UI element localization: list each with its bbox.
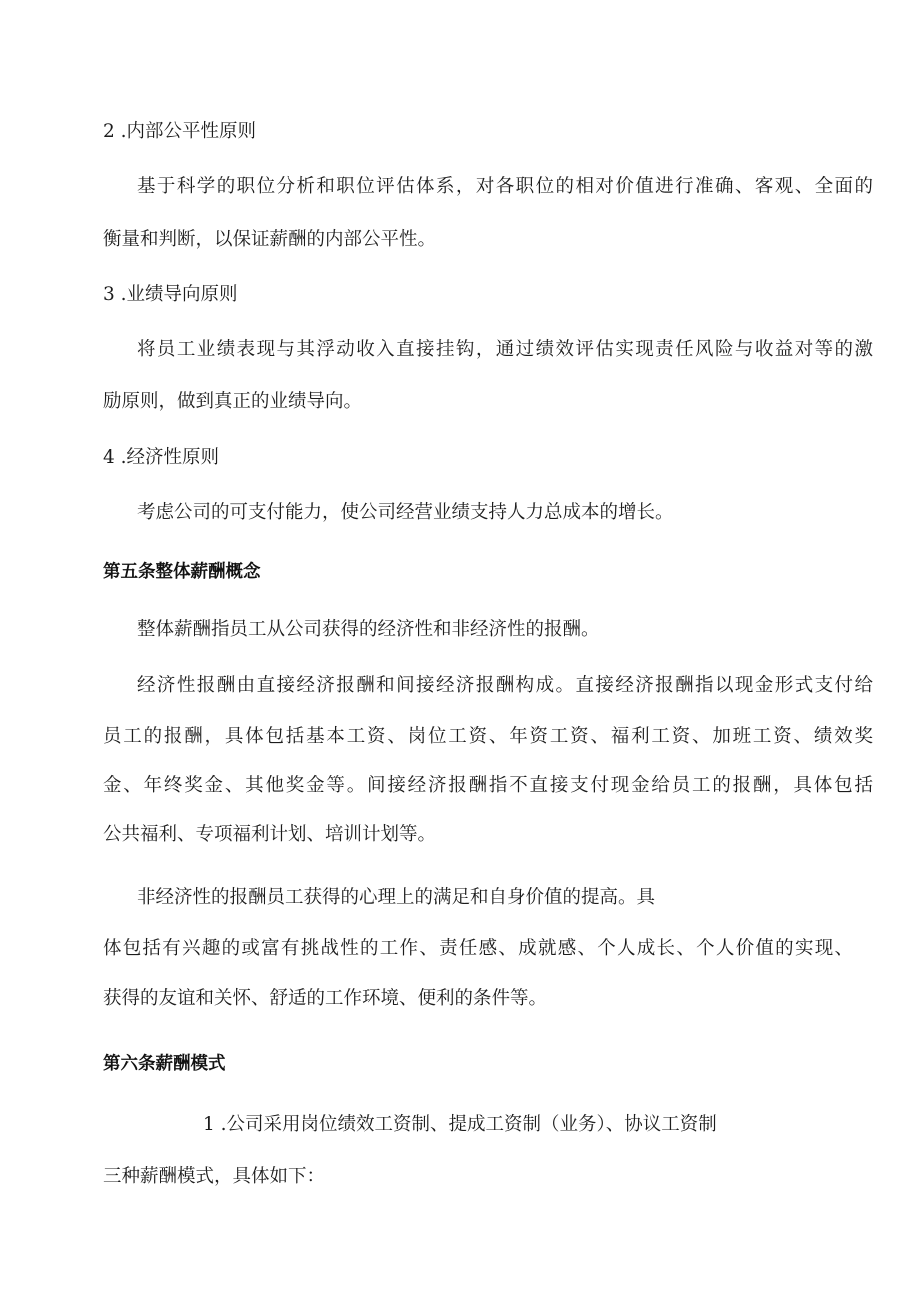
article-5-para-2-line-3: 金、年终奖金、其他奖金等。间接经济报酬指不直接支付现金给员工的报酬，具体包括	[103, 775, 873, 796]
article-6-heading: 第六条薪酬模式	[103, 1054, 226, 1074]
principle-4-body-line-1: 考虑公司的可支付能力，使公司经营业绩支持人力总成本的增长。	[137, 502, 674, 523]
principle-2-title: 2 .内部公平性原则	[103, 121, 257, 142]
article-5-para-2-line-1: 经济性报酬由直接经济报酬和间接经济报酬构成。直接经济报酬指以现金形式支付给	[137, 675, 873, 696]
article-5-para-1: 整体薪酬指员工从公司获得的经济性和非经济性的报酬。	[137, 619, 600, 640]
article-5-heading: 第五条整体薪酬概念	[103, 562, 261, 582]
principle-3-body-line-2: 励原则，做到真正的业绩导向。	[103, 391, 363, 412]
article-5-para-3-line-3: 获得的友谊和关怀、舒适的工作环境、便利的条件等。	[103, 988, 548, 1009]
article-5-para-3-line-2: 体包括有兴趣的或富有挑战性的工作、责任感、成就感、个人成长、个人价值的实现、	[103, 938, 853, 959]
article-6-item-1-line-1: 1 .公司采用岗位绩效工资制、提成工资制（业务）、协议工资制	[203, 1114, 717, 1135]
principle-2-body-line-2: 衡量和判断，以保证薪酬的内部公平性。	[103, 229, 437, 250]
article-5-para-2-line-4: 公共福利、专项福利计划、培训计划等。	[103, 824, 437, 845]
principle-2-body-line-1: 基于科学的职位分析和职位评估体系，对各职位的相对价值进行准确、客观、全面的	[137, 176, 873, 197]
article-6-item-1-line-2: 三种薪酬模式，具体如下：	[103, 1166, 326, 1187]
principle-3-body-line-1: 将员工业绩表现与其浮动收入直接挂钩，通过绩效评估实现责任风险与收益对等的激	[137, 339, 873, 360]
article-5-para-2-line-2: 员工的报酬，具体包括基本工资、岗位工资、年资工资、福利工资、加班工资、绩效奖	[103, 726, 873, 747]
principle-3-title: 3 .业绩导向原则	[103, 284, 238, 305]
principle-4-title: 4 .经济性原则	[103, 447, 220, 468]
article-5-para-3-line-1: 非经济性的报酬员工获得的心理上的满足和自身价值的提高。具	[137, 887, 656, 908]
